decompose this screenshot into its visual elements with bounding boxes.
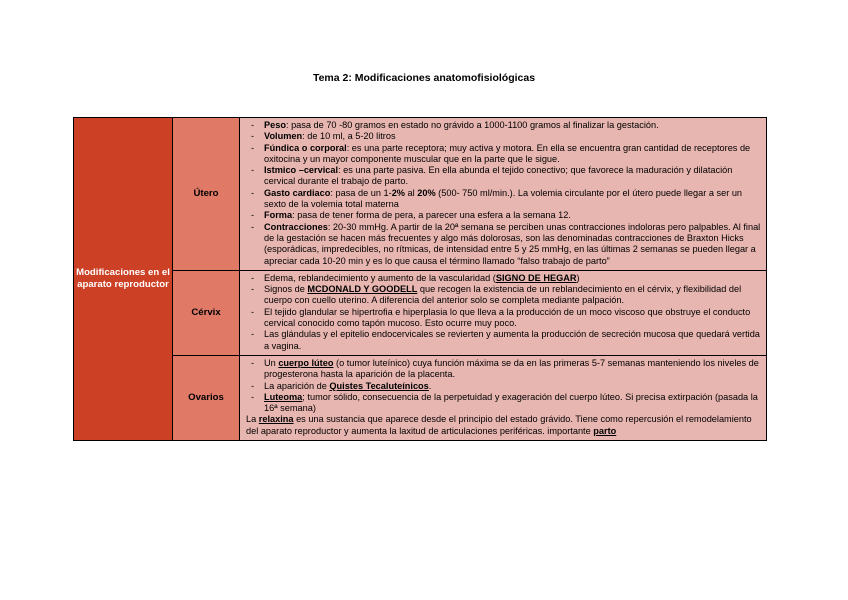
list-item: - Peso: pasa de 70 -80 gramos en estado no grávido a 1000-1100 gramos al finalizar la gestación. (246, 120, 761, 131)
list-item: - Luteoma; tumor sólido, consecuencia de la perpetuidad y exageración del cuerpo lúteo. Si precisa extirpación (pasada la 16ª semana) (246, 392, 761, 415)
list-item: - Un cuerpo lúteo (o tumor luteínico) cuya función máxima se da en las primeras 5-7 semanas manteniendo los niveles de progesterona hasta la aparición de la placenta. (246, 358, 761, 381)
list-item: - Gasto cardiaco: pasa de un 1-2% al 20% (500- 750 ml/min.). La volemia circulante por el útero puede llegar a ser un sexto de la volemia total materna (246, 188, 761, 211)
list-item: - Fúndica o corporal: es una parte receptora; muy activa y motora. En ella se encuentra gran cantidad de receptores de oxitocina y un mayor componente muscular que en la parte que le sigue. (246, 143, 761, 166)
content-cell-cervix (240, 270, 767, 355)
ovarios-list (246, 358, 761, 414)
list-item: - Istmico –cervical: es una parte pasiva. En ella abunda el tejido conectivo; que favorece la maduración y dilatación cervical durante el trabajo de parto. (246, 165, 761, 188)
organ-label-cell-ovarios (173, 355, 240, 440)
section-label-cell (74, 118, 173, 441)
content-cell-utero (240, 118, 767, 271)
list-item: - Contracciones: 20-30 mmHg. A partir de la 20ª semana se perciben unas contracciones indoloras pero palpables. Al final de la gestación se hacen más frecuentes y algo más dolorosas, son las denominadas contracciones de Braxton Hicks (esporádicas, impredecibles, no rítmicas, de intensidad entre 5 y 25 mmHg, en las últimas 2 semanas se pueden llegar a apreciar cada 10-20 min y es lo que causa el término llamado “falso trabajo de parto” (246, 222, 761, 267)
relaxina-note: La relaxina es una sustancia que aparece desde el principio del estado grávido. Tiene como repercusión el remodelamiento del aparato reproductor y aumenta la laxitud de articulaciones periféricas. importante parto (246, 414, 752, 436)
organ-label-ovarios: Ovarios (188, 392, 224, 404)
utero-list (246, 120, 761, 267)
organ-label-cell-cervix (173, 270, 240, 355)
organ-label-cervix: Cérvix (191, 307, 221, 319)
list-item: - Signos de MCDONALD Y GOODELL que recogen la existencia de un reblandecimiento en el cérvix, y flexibilidad del cuerpo con cuello uterino. A diferencia del anterior solo se completa mediante palpación. (246, 284, 761, 307)
row-cervix (74, 270, 767, 355)
row-ovarios (74, 355, 767, 440)
list-item: - Edema, reblandecimiento y aumento de la vascularidad (SIGNO DE HEGAR) (246, 273, 761, 284)
section-label: Modificaciones en el aparato reproductor (76, 267, 170, 290)
document-title: Tema 2: Modificaciones anatomofisiológicas (312, 72, 536, 84)
content-cell-ovarios (240, 355, 767, 440)
list-item: - El tejido glandular se hipertrofia e hiperplasia lo que lleva a la producción de un moco viscoso que obstruye el conducto cervical conocido como tapón mucoso. Esto ocurre muy poco. (246, 307, 761, 330)
organ-label-utero: Útero (193, 188, 219, 200)
list-item: - Forma: pasa de tener forma de pera, a parecer una esfera a la semana 12. (246, 210, 761, 221)
organ-label-cell-utero (173, 118, 240, 271)
list-item: - Volumen: de 10 ml, a 5-20 litros (246, 131, 761, 142)
list-item: - La aparición de Quistes Tecaluteínicos. (246, 381, 761, 392)
cervix-list (246, 273, 761, 352)
list-item: - Las glándulas y el epitelio endocervicales se revierten y aumenta la producción de secreción mucosa que quedará vertida a vagina. (246, 329, 761, 352)
row-utero (74, 118, 767, 271)
modifications-table (73, 117, 767, 441)
